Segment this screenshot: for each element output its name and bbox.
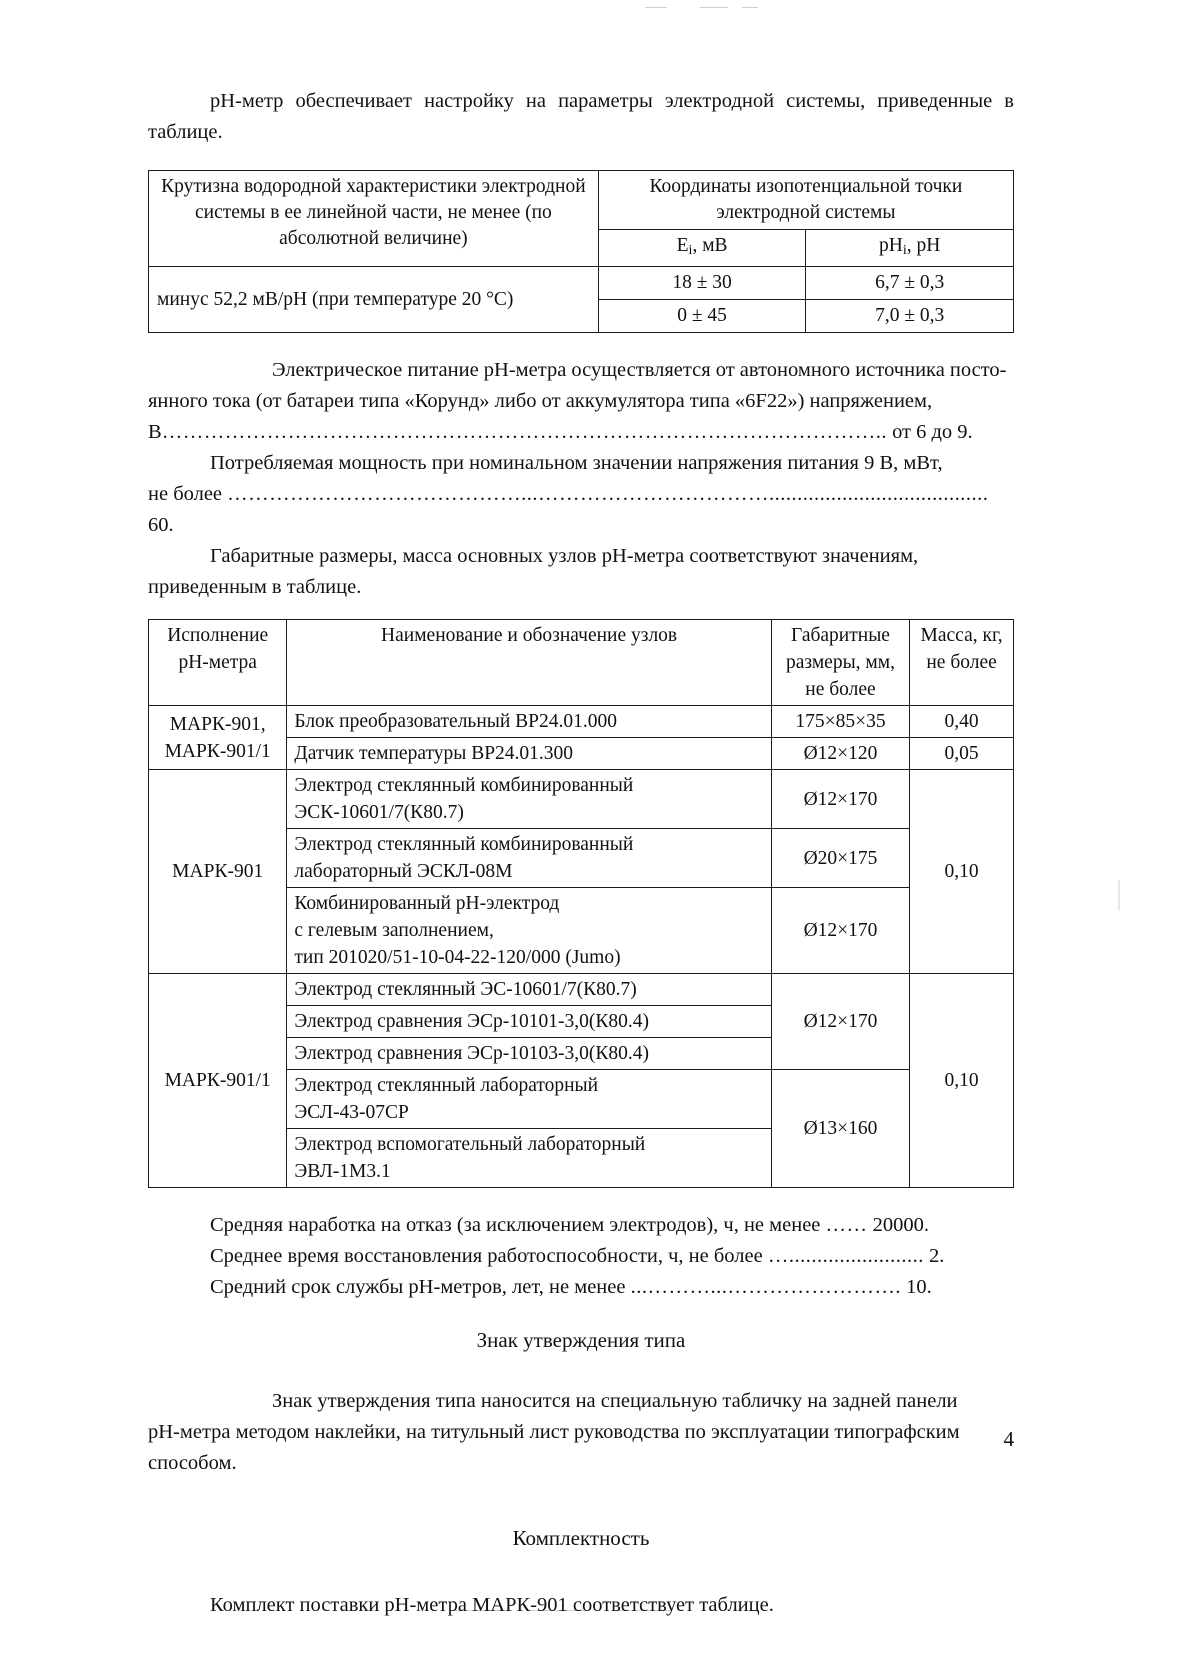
power-paragraph-line1: Электрическое питание pH-метра осуществляется от автономного источника посто- — [272, 359, 1007, 382]
type-approval-line2: pH-метра методом наклейки, на титульный лист руководства по эксплуатации типографским — [148, 1421, 960, 1444]
table-row — [149, 706, 1014, 738]
isopotential-point-header: Координаты изопотенциальной точки электродной системы — [598, 171, 1013, 230]
column-header-ei: $E_i$, мВ — [598, 230, 806, 267]
phi-value-row1: 6,7 ± 0,3 — [806, 267, 1014, 300]
unit-dimensions: Ø20×175 — [771, 829, 909, 888]
mttr-line: Среднее время восстановления работоспособности, ч, не более …........................ 2. — [210, 1245, 945, 1268]
power-paragraph-line2: янного тока (от батареи типа «Корунд» либо от аккумулятора типа «6F22») напряжением, — [148, 390, 933, 413]
unit-name-line1: Электрод стеклянный лабораторный — [294, 1075, 599, 1097]
type-approval-line3: способом. — [148, 1452, 237, 1475]
header-dimensions — [771, 620, 909, 706]
unit-name: Электрод сравнения ЭСр-10103-3,0(К80.4) — [287, 1038, 771, 1070]
unit-name-line2: ЭСК-10601/7(К80.7) — [294, 802, 464, 824]
completeness-heading: Комплектность — [512, 1526, 650, 1551]
electrode-slope-header: Крутизна водородной характеристики электродной системы в ее линейной части, не менее (по абсолютной величине) — [149, 171, 599, 267]
unit-name — [287, 1070, 771, 1129]
header-mass-line2: не более — [926, 652, 997, 674]
unit-name: Электрод стеклянный ЭС-10601/7(К80.7) — [287, 974, 771, 1006]
ei-value-row2: 0 ± 45 — [598, 300, 806, 333]
unit-name — [287, 829, 771, 888]
execution-group2: МАРК-901 — [149, 770, 287, 974]
electrode-slope-value: минус 52,2 мВ/pH (при температуре 20 °C) — [149, 267, 599, 333]
column-header-phi: $pH_i$, pH — [806, 230, 1014, 267]
unit-name — [287, 1129, 771, 1188]
table-row — [149, 770, 1014, 829]
unit-name: Электрод сравнения ЭСр-10101-3,0(К80.4) — [287, 1006, 771, 1038]
unit-name-line1: Электрод стеклянный комбинированный — [294, 834, 634, 856]
service-life-line: Средний срок службы pH-метров, лет, не менее ...………...……………………. 10. — [210, 1276, 932, 1299]
unit-mass: 0,10 — [910, 974, 1014, 1188]
execution-group1-line2: МАРК-901/1 — [164, 740, 271, 762]
electrode-parameters-table — [148, 170, 1014, 333]
unit-dimensions: 175×85×35 — [771, 706, 909, 738]
header-mass — [910, 620, 1014, 706]
execution-group3: МАРК-901/1 — [149, 974, 287, 1188]
unit-dimensions: Ø12×170 — [771, 974, 909, 1070]
table-row — [149, 267, 1014, 300]
unit-name-line2: ЭВЛ-1М3.1 — [294, 1161, 391, 1183]
header-execution-line2: pH-метра — [178, 652, 257, 674]
unit-dimensions: Ø12×170 — [771, 770, 909, 829]
dimensions-intro-line1: Габаритные размеры, масса основных узлов pH-метра соответствуют значениям, — [210, 545, 919, 568]
header-execution-line1: Исполнение — [167, 625, 269, 647]
dimensions-intro-line2: приведенным в таблице. — [148, 576, 362, 599]
unit-name-line1: Электрод вспомогательный лабораторный — [294, 1134, 646, 1156]
phi-value-row2: 7,0 ± 0,3 — [806, 300, 1014, 333]
power-consumption-line2: не более ……………………………………...……………………………....................................... 60. — [148, 483, 989, 537]
power-paragraph-line3: В………………………………………………………………………………………….. от 6 до 9. — [148, 421, 973, 444]
mtbf-line: Средняя наработка на отказ (за исключением электродов), ч, не менее …… 20000. — [210, 1214, 930, 1237]
execution-group1-line1: МАРК-901, — [169, 713, 266, 735]
unit-name-line2: с гелевым заполнением, — [294, 920, 494, 942]
unit-name-line1: Комбинированный pH-электрод — [294, 893, 560, 915]
unit-dimensions: Ø13×160 — [771, 1070, 909, 1188]
table-row — [149, 974, 1014, 1006]
unit-mass: 0,05 — [910, 738, 1014, 770]
scan-artifact-right-edge — [1119, 881, 1120, 911]
table-header-row — [149, 620, 1014, 706]
units-dimensions-table — [148, 619, 1014, 1188]
unit-mass: 0,40 — [910, 706, 1014, 738]
power-consumption-line1: Потребляемая мощность при номинальном значении напряжения питания 9 В, мВт, — [210, 452, 943, 475]
header-execution — [149, 620, 287, 706]
unit-name: Датчик температуры ВР24.01.300 — [287, 738, 771, 770]
type-approval-line1: Знак утверждения типа наносится на специальную табличку на задней панели — [272, 1390, 958, 1413]
unit-name-line1: Электрод стеклянный комбинированный — [294, 775, 634, 797]
header-dimensions-line2: размеры, мм, — [786, 652, 895, 674]
intro-paragraph: pH-метр обеспечивает настройку на параметры электродной системы, приведенные в таблице. — [148, 90, 1014, 143]
header-unit-name: Наименование и обозначение узлов — [287, 620, 771, 706]
unit-mass: 0,10 — [910, 770, 1014, 974]
page-content — [148, 0, 1014, 1621]
unit-dimensions: Ø12×170 — [771, 888, 909, 974]
ei-value-row1: 18 ± 30 — [598, 267, 806, 300]
unit-dimensions: Ø12×120 — [771, 738, 909, 770]
table-row — [149, 171, 1014, 230]
unit-name-line2: лабораторный ЭСКЛ-08М — [294, 861, 513, 883]
header-dimensions-line1: Габаритные — [791, 625, 890, 647]
header-mass-line1: Масса, кг, — [920, 625, 1003, 647]
completeness-paragraph: Комплект поставки pH-метра МАРК-901 соответствует таблице. — [210, 1594, 774, 1617]
unit-name — [287, 770, 771, 829]
unit-name-line3: тип 201020/51-10-04-22-120/000 (Jumo) — [294, 947, 621, 969]
unit-name — [287, 888, 771, 974]
execution-group1 — [149, 706, 287, 770]
header-dimensions-line3: не более — [805, 679, 876, 701]
unit-name-line2: ЭСЛ-43-07СР — [294, 1102, 409, 1124]
type-approval-heading: Знак утверждения типа — [476, 1328, 686, 1353]
page-number: 4 — [1003, 1427, 1014, 1451]
unit-name: Блок преобразовательный ВР24.01.000 — [287, 706, 771, 738]
